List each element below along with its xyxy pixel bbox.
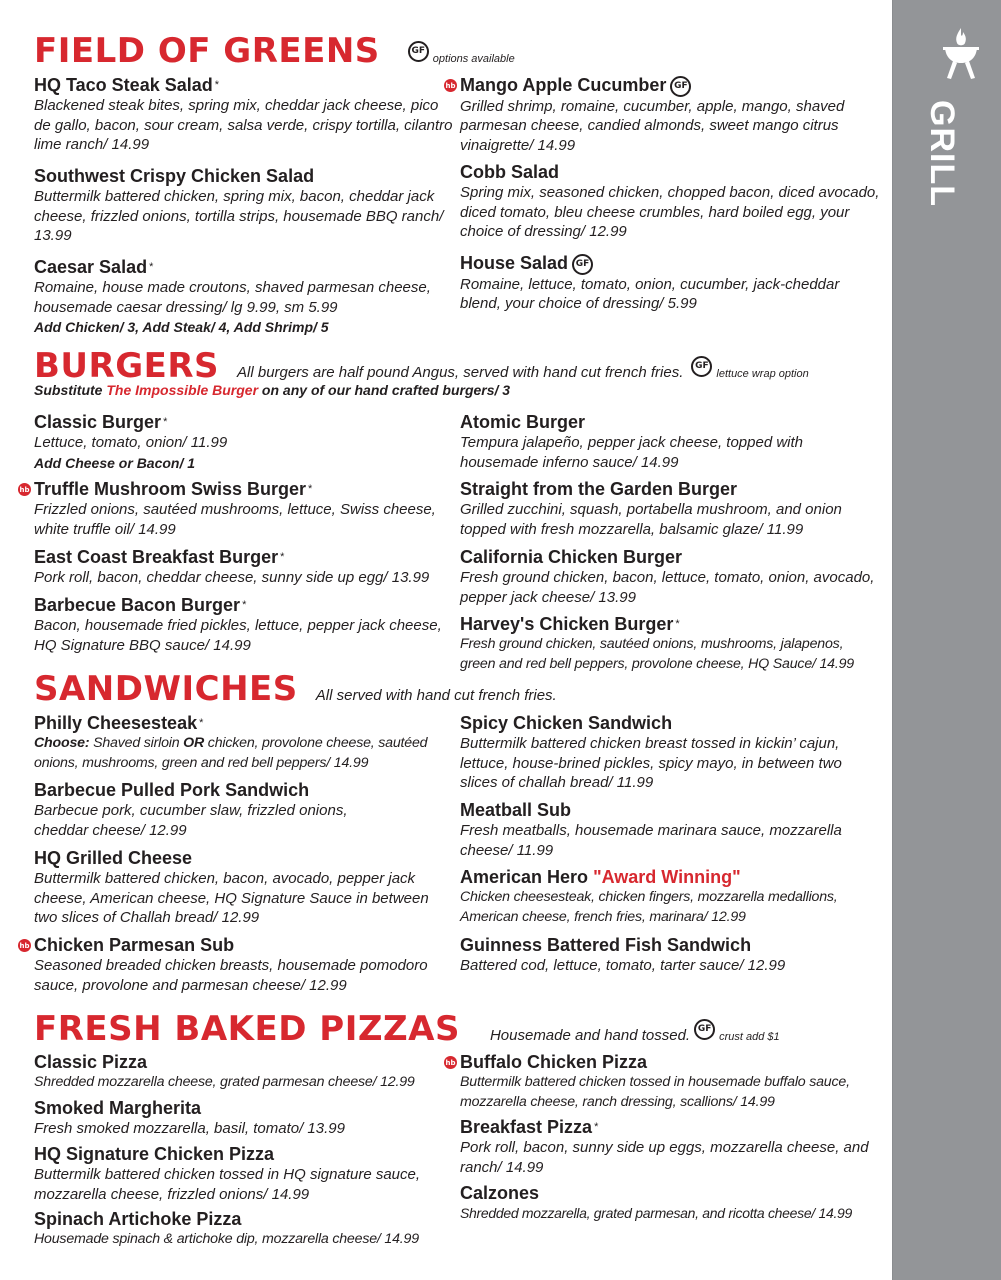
substitute-note (34, 382, 510, 398)
item-description: Lettuce, tomato, onion/ 11.99 (34, 434, 228, 451)
item-description: Seasoned breaded chicken breasts, housemade pomodoro sauce, provolone and parmesan cheese/ 12.99 (34, 957, 428, 994)
substitute-suffix: on any of our hand crafted burgers/ 3 (258, 382, 511, 398)
item-description: Romaine, lettuce, tomato, onion, cucumber, jack-cheddar blend, your choice of dressing/ 5.99 (460, 275, 840, 313)
menu-item (460, 411, 880, 472)
menu-item (34, 165, 454, 246)
house-favorite-icon: hb (444, 79, 457, 92)
gf-icon: GF (670, 76, 691, 97)
item-name: Southwest Crispy Chicken Salad (34, 166, 315, 186)
menu-item (34, 1051, 454, 1093)
item-name: Classic Burger (34, 412, 162, 432)
menu-item (34, 1143, 454, 1204)
menu-item (460, 252, 880, 314)
item-name: House Salad (460, 253, 569, 273)
menu-item (460, 866, 880, 927)
star-icon: * (199, 717, 204, 729)
sidebar-label: GRILL (923, 100, 961, 207)
item-description: Buttermilk battered chicken tossed in housemade buffalo sauce, mozzarella cheese, ranch dressing, scallions/ 14.99 (460, 1074, 850, 1110)
item-description (34, 734, 454, 773)
section-title: BURGERS (34, 346, 220, 386)
item-name: Breakfast Pizza (460, 1117, 593, 1137)
section-title: SANDWICHES (34, 669, 298, 709)
item-name: Truffle Mushroom Swiss Burger (34, 479, 307, 499)
star-icon: * (675, 618, 680, 630)
section-header-greens (34, 31, 515, 71)
item-name: Harvey's Chicken Burger (460, 614, 674, 634)
item-description: Fresh ground chicken, sautéed onions, mushrooms, jalapenos, green and red bell peppers, provolone cheese, HQ Sauce/ 14.99 (460, 636, 854, 672)
section-title: FIELD OF GREENS (34, 31, 380, 71)
item-description: Fresh ground chicken, bacon, lettuce, tomato, onion, avocado, pepper jack cheese/ 13.99 (460, 569, 875, 606)
house-favorite-icon: hb (18, 483, 31, 496)
star-icon: * (242, 599, 247, 611)
section-header-pizzas (34, 1009, 780, 1049)
substitute-prefix: Substitute (34, 382, 107, 398)
item-name: Spinach Artichoke Pizza (34, 1209, 242, 1229)
item-description: Battered cod, lettuce, tomato, tarter sauce/ 12.99 (460, 957, 786, 974)
house-favorite-icon: hb (18, 939, 31, 952)
item-name: Classic Pizza (34, 1052, 148, 1072)
item-description: Buttermilk battered chicken, spring mix, bacon, cheddar jack cheese, frizzled onions, tortilla strips, housemade BBQ ranch/ 13.99 (34, 188, 444, 244)
star-icon: * (214, 79, 220, 91)
menu-item (460, 934, 880, 976)
item-description: Spring mix, seasoned chicken, chopped bacon, diced avocado, diced tomato, bleu cheese crumbles, hard boiled egg, your choice of dressing/ 12.99 (460, 184, 880, 240)
item-name: Barbecue Bacon Burger (34, 595, 241, 615)
star-icon: * (163, 416, 168, 428)
menu-item (34, 847, 454, 928)
item-name: East Coast Breakfast Burger (34, 547, 279, 567)
item-name: American Hero (460, 867, 589, 887)
gf-note: lettuce wrap option (716, 368, 809, 380)
menu-item (34, 594, 454, 655)
item-name: HQ Taco Steak Salad (34, 75, 213, 95)
item-description: Romaine, house made croutons, shaved parmesan cheese, housemade caesar dressing/ lg 9.99, sm 5.99 (34, 279, 431, 316)
gf-note: crust add $1 (719, 1031, 780, 1043)
choose-label: Choose: (34, 735, 90, 751)
gf-icon: GF (572, 254, 593, 275)
star-icon: * (280, 551, 285, 563)
item-name: HQ Signature Chicken Pizza (34, 1144, 275, 1164)
item-name: Atomic Burger (460, 412, 586, 432)
item-name: Cobb Salad (460, 162, 560, 182)
item-name: Chicken Parmesan Sub (34, 935, 235, 955)
item-description: Grilled zucchini, squash, portabella mushroom, and onion topped with fresh mozzarella, balsamic glaze/ 11.99 (460, 501, 842, 538)
menu-item (460, 799, 880, 860)
section-header-burgers (34, 346, 809, 386)
item-description: Tempura jalapeño, pepper jack cheese, topped with housemade inferno sauce/ 14.99 (460, 434, 804, 471)
section-header-sandwiches (34, 669, 557, 709)
item-description: Buttermilk battered chicken breast tossed in kickin’ cajun, lettuce, house-brined pickles, spicy mayo, in between two slices of challah bread/ 11.99 (460, 735, 842, 791)
menu-item (34, 411, 454, 473)
item-description: Blackened steak bites, spring mix, cheddar jack cheese, pico de gallo, bacon, sour cream, salsa verde, crispy tortilla, cilantro lime ranch/ 14.99 (34, 97, 453, 153)
item-description: Pork roll, bacon, cheddar cheese, sunny side up egg/ 13.99 (34, 569, 430, 586)
star-icon: * (594, 1121, 599, 1133)
item-description: Grilled shrimp, romaine, cucumber, apple, mango, shaved parmesan cheese, candied almonds, sweet mango citrus vinaigrette/ 14.99 (460, 97, 845, 154)
section-note: All served with hand cut french fries. (315, 687, 557, 704)
menu-item (460, 546, 880, 607)
menu-item (460, 712, 880, 793)
section-note: Housemade and hand tossed. (489, 1027, 691, 1044)
item-description: Buttermilk battered chicken tossed in HQ signature sauce, mozzarella cheese, frizzled onions/ 14.99 (34, 1166, 421, 1203)
grill-icon (943, 26, 979, 82)
menu-item (34, 712, 454, 773)
house-favorite-icon: hb (444, 1056, 457, 1069)
item-description: Buttermilk battered chicken, bacon, avocado, pepper jack cheese, American cheese, HQ Signature Sauce in between two slices of Challah bread/ 12.99 (34, 870, 429, 926)
item-name: Buffalo Chicken Pizza (460, 1052, 648, 1072)
menu-item (34, 1208, 454, 1250)
item-description: Barbecue pork, cucumber slaw, frizzled onions, cheddar cheese/ 12.99 (34, 802, 348, 839)
or-label: OR (183, 735, 205, 751)
item-description: Frizzled onions, sautéed mushrooms, lettuce, Swiss cheese, white truffle oil/ 14.99 (34, 501, 436, 538)
item-name: Barbecue Pulled Pork Sandwich (34, 780, 310, 800)
section-note: options available (432, 53, 515, 65)
impossible-burger-highlight: The Impossible Burger (106, 382, 259, 398)
menu-item (460, 478, 880, 539)
item-description: Pork roll, bacon, sunny side up eggs, mozzarella cheese, and ranch/ 14.99 (460, 1139, 869, 1176)
gf-icon: GF (691, 356, 712, 377)
item-name: Straight from the Garden Burger (460, 479, 738, 499)
menu-item (34, 546, 454, 588)
menu-item (19, 934, 454, 995)
menu-item (34, 74, 454, 155)
menu-item (34, 256, 454, 337)
item-name: Calzones (460, 1183, 540, 1203)
item-name: Mango Apple Cucumber (460, 75, 667, 95)
desc-part: chicken, provolone cheese, sautéed onions, mushrooms, green and red bell peppers/ 14.99 (34, 735, 428, 771)
item-name: Spicy Chicken Sandwich (460, 713, 673, 733)
section-title: FRESH BAKED PIZZAS (34, 1009, 460, 1049)
menu-item (460, 1116, 880, 1177)
item-description: Bacon, housemade fried pickles, lettuce, pepper jack cheese, HQ Signature BBQ sauce/ 14.99 (34, 617, 442, 654)
item-description: Shredded mozzarella cheese, grated parmesan cheese/ 12.99 (34, 1074, 415, 1090)
item-description: Fresh meatballs, housemade marinara sauce, mozzarella cheese/ 11.99 (460, 822, 842, 859)
item-name: Philly Cheesesteak (34, 713, 198, 733)
item-name: Guinness Battered Fish Sandwich (460, 935, 752, 955)
gf-icon: GF (408, 41, 429, 62)
star-icon: * (149, 261, 154, 273)
menu-item (445, 1051, 880, 1112)
menu-item (445, 74, 880, 155)
star-icon: * (308, 483, 313, 495)
menu-item (34, 1097, 454, 1139)
grill-sidebar (892, 0, 1001, 1280)
item-addon: Add Chicken/ 3, Add Steak/ 4, Add Shrimp/ 5 (34, 319, 329, 335)
item-name: California Chicken Burger (460, 547, 683, 567)
item-name: HQ Grilled Cheese (34, 848, 193, 868)
menu-item (460, 1182, 880, 1224)
item-name: Smoked Margherita (34, 1098, 202, 1118)
item-description: Fresh smoked mozzarella, basil, tomato/ 13.99 (34, 1120, 345, 1137)
item-description: Shredded mozzarella, grated parmesan, and ricotta cheese/ 14.99 (460, 1205, 853, 1221)
section-note: All burgers are half pound Angus, served with hand cut french fries. (237, 364, 684, 381)
item-name: Meatball Sub (460, 800, 572, 820)
menu-item (460, 161, 880, 242)
item-addon: Add Cheese or Bacon/ 1 (34, 454, 196, 471)
gf-icon: GF (694, 1019, 715, 1040)
item-description: Chicken cheesesteak, chicken fingers, mozzarella medallions, American cheese, french fries, marinara/ 12.99 (460, 889, 838, 925)
menu-item (460, 613, 880, 674)
desc-part: Shaved sirloin (89, 735, 184, 751)
menu-item (19, 478, 454, 539)
item-name: Caesar Salad (34, 257, 148, 277)
award-winning-tag: "Award Winning" (593, 867, 741, 887)
item-description: Housemade spinach & artichoke dip, mozzarella cheese/ 14.99 (34, 1231, 419, 1247)
menu-item (34, 779, 454, 840)
